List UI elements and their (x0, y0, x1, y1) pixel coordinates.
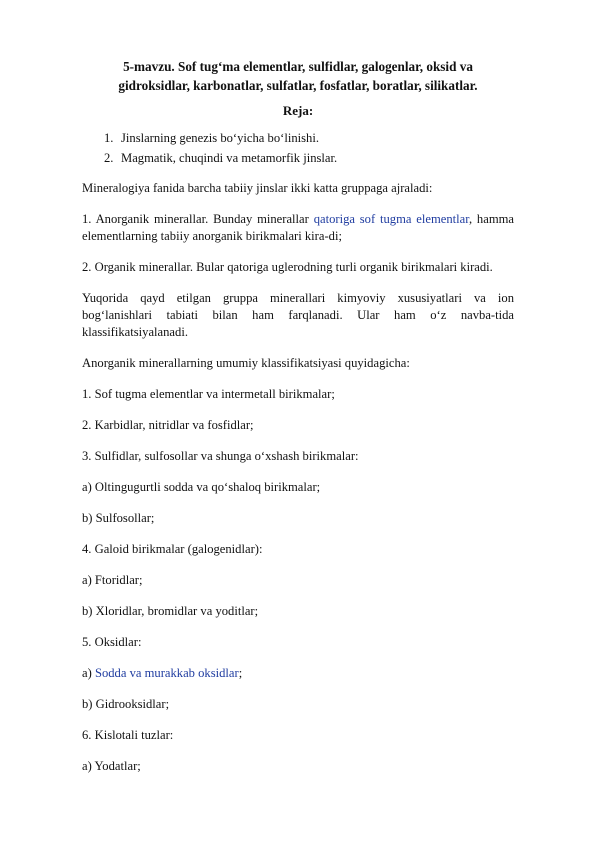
intro-paragraph: Mineralogiya fanida barcha tabiiy jinslar ikki katta gruppaga ajraladi: (82, 181, 433, 195)
list-item: 6. Kislotali tuzlar: (82, 728, 174, 742)
list-item: b) Xloridlar, bromidlar va yoditlar; (82, 604, 259, 618)
hyperlink-sof-tugma[interactable]: qatoriga sof tugma elementlar (313, 212, 469, 226)
list-item-prefix: a) (82, 666, 95, 680)
plan-item-2 (104, 151, 337, 166)
list-item: b) Sulfosollar; (82, 511, 155, 525)
diff-paragraph-line-1: Yuqorida qayd etilgan gruppa minerallari kimyoviy xususiyatlari va ion (82, 291, 514, 305)
list-item: a) Oltingugurtli sodda va qo‘shaloq birikmalar; (82, 480, 321, 494)
plan-item-text: Jinslarning genezis bo‘yicha bo‘linishi. (121, 131, 319, 145)
plan-heading: Reja: (282, 103, 314, 118)
list-item: a) Ftoridlar; (82, 573, 143, 587)
hyperlink-oksidlar[interactable]: Sodda va murakkab oksidlar (94, 666, 239, 680)
inorganic-paragraph-line-1 (82, 212, 514, 227)
page-title (60, 57, 536, 95)
list-item-suffix: ; (238, 666, 243, 680)
list-item: 5. Oksidlar: (82, 635, 142, 649)
list-item (82, 666, 242, 681)
list-item: b) Gidrooksidlar; (82, 697, 170, 711)
diff-paragraph-line-3: klassifikatsiyalanadi. (82, 325, 188, 339)
organic-paragraph: 2. Organik minerallar. Bular qatoriga uglerodning turli organik birikmalari kiradi. (82, 260, 493, 274)
plan-item-text: Magmatik, chuqindi va metamorfik jinslar. (121, 151, 338, 165)
list-item: 2. Karbidlar, nitridlar va fosfidlar; (82, 418, 254, 432)
plan-item-number: 1. (104, 131, 114, 145)
inorganic-paragraph-line-2: elementlarning tabiiy anorganik birikmalari kira-di; (82, 229, 342, 243)
list-item: 3. Sulfidlar, sulfosollar va shunga o‘xshash birikmalar: (82, 449, 359, 463)
list-item: 1. Sof tugma elementlar va intermetall birikmalar; (82, 387, 335, 401)
title-line-2: gidroksidlar, karbonatlar, sulfatlar, fosfatlar, boratlar, silikatlar. (118, 78, 478, 93)
list-item: 4. Galoid birikmalar (galogenidlar): (82, 542, 263, 556)
plan-item-1 (104, 131, 319, 146)
list-item: a) Yodatlar; (82, 759, 141, 773)
inorganic-text: 1. Anorganik minerallar. Bunday minerallar (82, 212, 309, 226)
inorganic-text-end: , hamma (468, 212, 515, 226)
plan-item-number: 2. (104, 151, 114, 165)
classification-intro: Anorganik minerallarning umumiy klassifikatsiyasi quyidagicha: (82, 356, 410, 370)
title-line-1: 5-mavzu. Sof tug‘ma elementlar, sulfidlar, galogenlar, oksid va (123, 59, 473, 74)
diff-paragraph-line-2: bog‘lanishlari tabiati bilan ham farqlanadi. Ular ham o‘z navba-tida (82, 308, 514, 322)
